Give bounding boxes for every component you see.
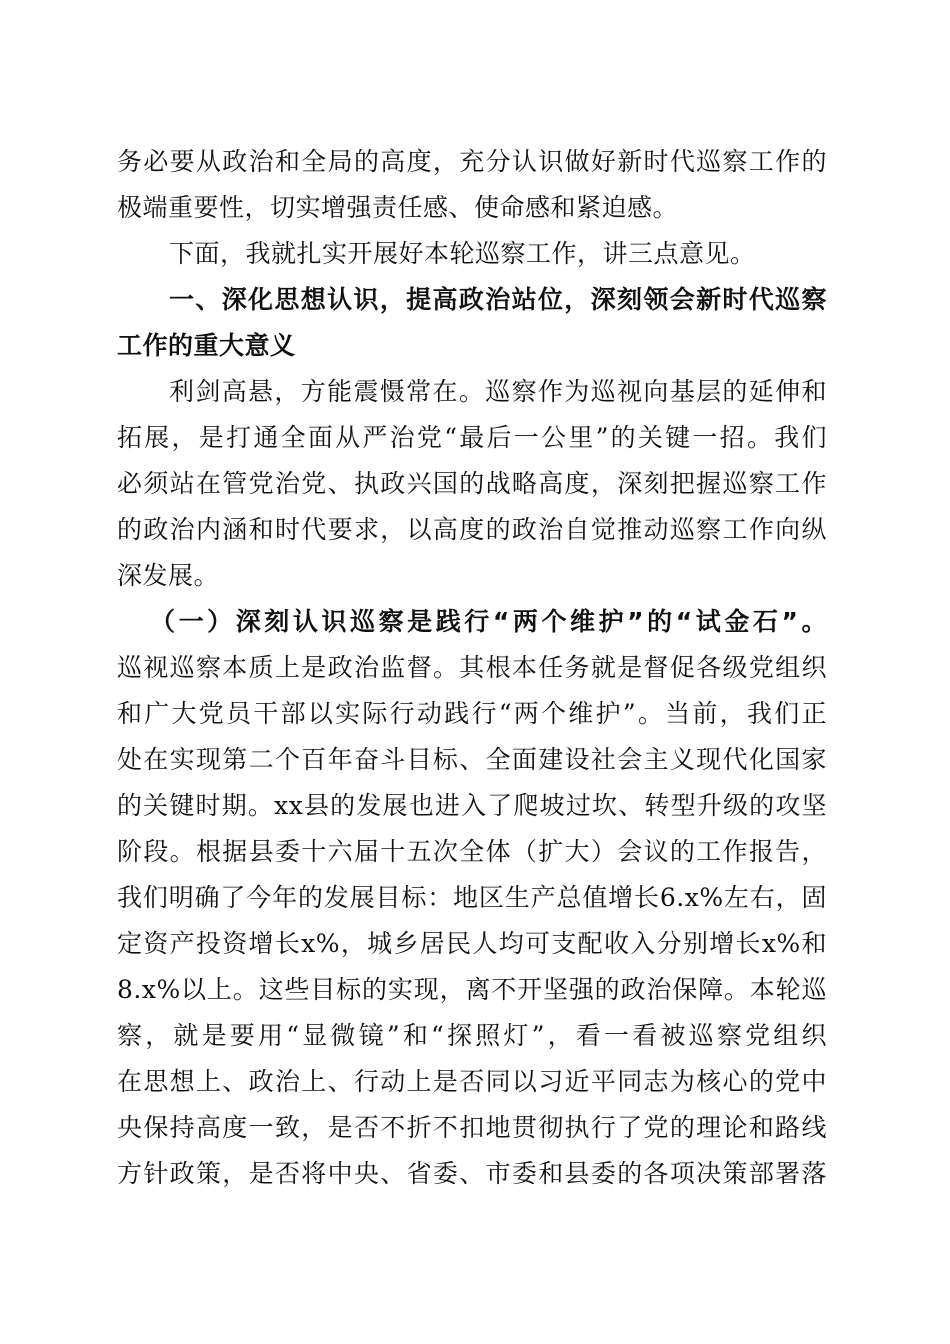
body-text-line: 的关键时期。xx县的发展也进入了爬坡过坎、转型升级的攻坚 xyxy=(117,791,827,820)
body-text-line: 拓展，是打通全面从严治党“最后一公里”的关键一招。我们 xyxy=(117,423,827,452)
section-heading-line: 一、深化思想认识，提高政治站位，深刻领会新时代巡察 xyxy=(169,285,827,314)
body-text-line: 8.x%以上。这些目标的实现，离不开坚强的政治保障。本轮巡 xyxy=(117,975,827,1004)
section-heading-line: 工作的重大意义 xyxy=(117,331,296,360)
body-text-line: 必须站在管党治党、执政兴国的战略高度，深刻把握巡察工作 xyxy=(117,469,827,498)
body-text-line: 央保持高度一致，是否不折不扣地贯彻执行了党的理论和路线 xyxy=(117,1113,827,1142)
body-text-line: 和广大党员干部以实际行动践行“两个维护”。当前，我们正 xyxy=(117,699,827,728)
body-text-line: 我们明确了今年的发展目标：地区生产总值增长6.x%左右，固 xyxy=(117,883,827,912)
body-text-line: 在思想上、政治上、行动上是否同以习近平同志为核心的党中 xyxy=(117,1067,827,1096)
body-text-line: 方针政策，是否将中央、省委、市委和县委的各项决策部署落 xyxy=(117,1159,827,1188)
body-text-line: 巡视巡察本质上是政治监督。其根本任务就是督促各级党组织 xyxy=(117,653,827,682)
body-text-line: 定资产投资增长x%，城乡居民人均可支配收入分别增长x%和 xyxy=(117,929,827,958)
body-text-line: 的政治内涵和时代要求，以高度的政治自觉推动巡察工作向纵 xyxy=(117,515,827,544)
body-text-line: 利剑高悬，方能震慑常在。巡察作为巡视向基层的延伸和 xyxy=(169,377,827,406)
body-text-line: 察，就是要用“显微镜”和“探照灯”，看一看被巡察党组织 xyxy=(117,1021,827,1050)
body-text-line: 极端重要性，切实增强责任感、使命感和紧迫感。 xyxy=(117,193,679,222)
body-text-line: 阶段。根据县委十六届十五次全体（扩大）会议的工作报告， xyxy=(117,837,827,866)
body-text-line: 下面，我就扎实开展好本轮巡察工作，讲三点意见。 xyxy=(169,239,756,268)
body-text-line: 务必要从政治和全局的高度，充分认识做好新时代巡察工作的 xyxy=(117,147,827,176)
body-text-line: 处在实现第二个百年奋斗目标、全面建设社会主义现代化国家 xyxy=(117,745,827,774)
subsection-heading-line: （一）深刻认识巡察是践行“两个维护”的“试金石”。 xyxy=(150,607,827,636)
body-text-line: 深发展。 xyxy=(117,561,220,590)
